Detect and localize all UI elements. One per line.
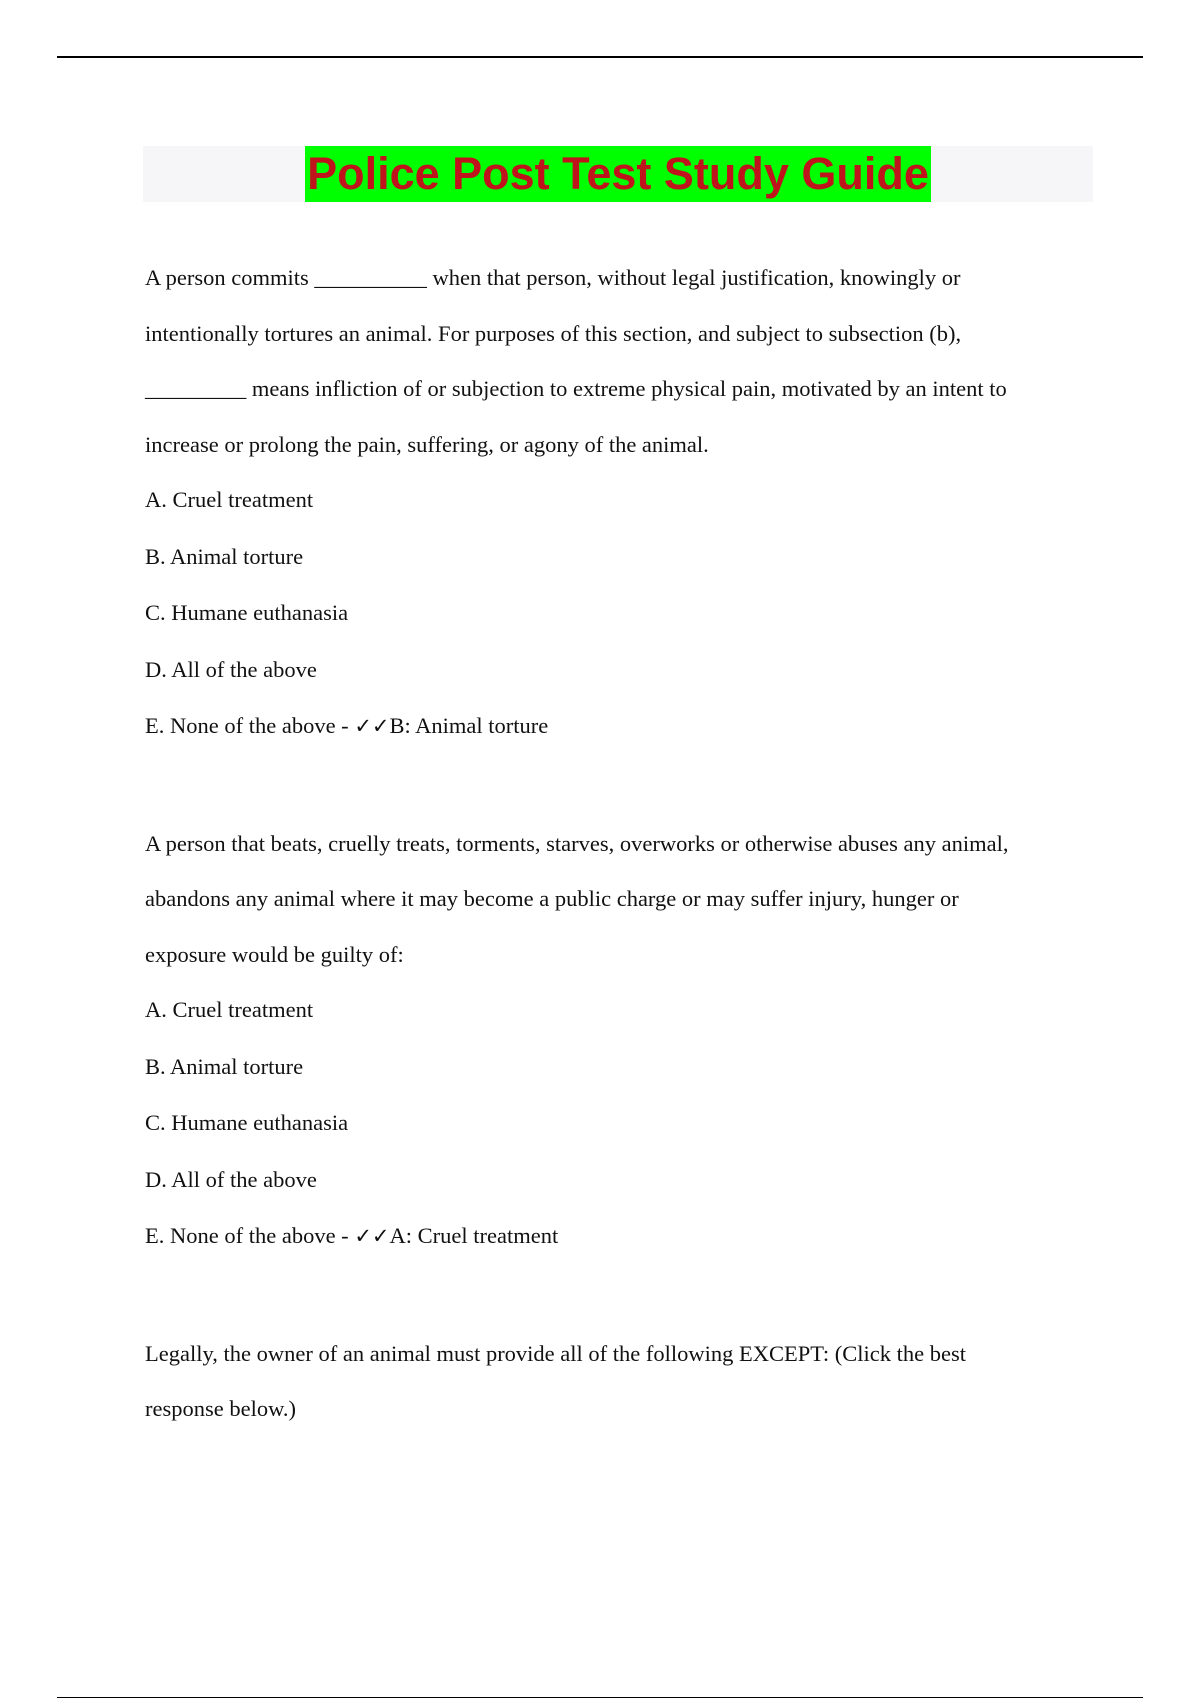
stem-line: _________ means infliction of or subjection to extreme physical pain, motivated by an intent to (145, 376, 1007, 401)
top-rule (57, 56, 1143, 58)
answer-text: A: Cruel treatment (389, 1223, 559, 1248)
document-body (145, 250, 1090, 1437)
question-3 (145, 1326, 1090, 1437)
option-b: B. Animal torture (145, 543, 304, 569)
page-title: Police Post Test Study Guide (305, 146, 931, 202)
option-c: C. Humane euthanasia (145, 1110, 349, 1135)
option-b: B. Animal torture (145, 1053, 304, 1079)
option-a: A. Cruel treatment (145, 997, 314, 1022)
double-check-icon: ✓✓ (354, 1224, 390, 1248)
question-spacer (145, 1265, 1090, 1326)
stem-line: A person that beats, cruelly treats, torments, starves, overworks or otherwise abuses any animal, (145, 830, 1009, 856)
title-band (143, 146, 1093, 202)
option-e: E. None of the above - (145, 713, 355, 738)
option-d: D. All of the above (145, 1166, 317, 1192)
option-d: D. All of the above (145, 656, 317, 682)
question-1 (145, 250, 1090, 755)
question-stem (145, 1326, 1090, 1437)
stem-line: response below.) (145, 1396, 296, 1421)
double-check-icon: ✓✓ (354, 714, 390, 738)
bottom-rule (57, 1697, 1143, 1698)
option-a: A. Cruel treatment (145, 487, 314, 512)
stem-line: Legally, the owner of an animal must provide all of the following EXCEPT: (Click the best (145, 1340, 966, 1366)
option-c: C. Humane euthanasia (145, 600, 349, 625)
stem-line: increase or prolong the pain, suffering, or agony of the animal. (145, 431, 709, 457)
stem-line: A person commits __________ when that person, without legal justification, knowingly or (145, 265, 961, 290)
question-stem (145, 250, 1090, 472)
stem-line: intentionally tortures an animal. For purposes of this section, and subject to subsection (b), (145, 320, 962, 346)
question-2 (145, 816, 1090, 1265)
question-stem (145, 816, 1090, 983)
stem-line: exposure would be guilty of: (145, 941, 404, 967)
option-e-with-answer (145, 1208, 1090, 1265)
option-e-with-answer (145, 698, 1090, 755)
option-e: E. None of the above - (145, 1223, 355, 1248)
answer-text: B: Animal torture (389, 713, 549, 738)
question-spacer (145, 755, 1090, 816)
stem-line: abandons any animal where it may become a public charge or may suffer injury, hunger or (145, 886, 959, 911)
